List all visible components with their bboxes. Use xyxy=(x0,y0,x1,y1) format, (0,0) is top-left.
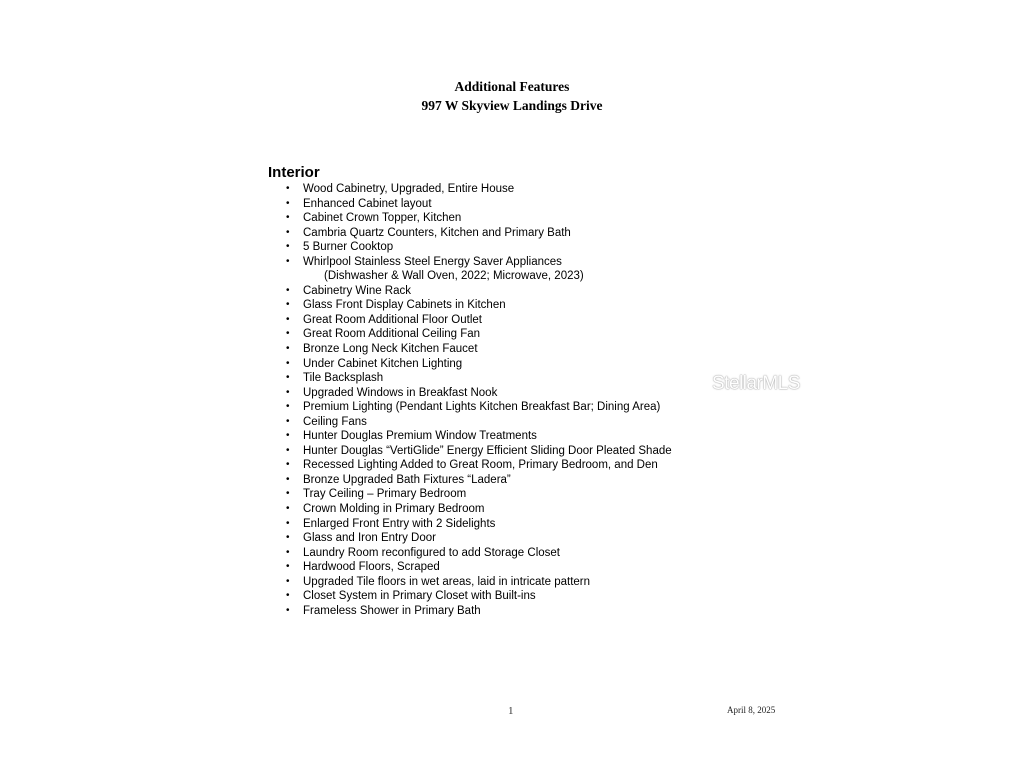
document-header xyxy=(0,78,1024,115)
feature-text: Premium Lighting (Pendant Lights Kitchen Breakfast Bar; Dining Area) xyxy=(303,401,661,414)
bullet-icon: • xyxy=(286,328,290,340)
feature-item xyxy=(0,589,672,604)
feature-item xyxy=(0,226,672,241)
feature-item xyxy=(0,487,672,502)
feature-text: Hardwood Floors, Scraped xyxy=(303,561,440,574)
bullet-icon: • xyxy=(286,357,290,369)
feature-item xyxy=(0,502,672,517)
feature-text: Upgraded Windows in Breakfast Nook xyxy=(303,386,498,399)
property-address: 997 W Skyview Landings Drive xyxy=(421,97,603,113)
feature-item xyxy=(0,284,672,299)
bullet-icon: • xyxy=(286,197,290,209)
section-heading-interior: Interior xyxy=(268,164,320,181)
bullet-icon: • xyxy=(286,473,290,485)
feature-text: Bronze Long Neck Kitchen Faucet xyxy=(303,343,478,356)
feature-text: 5 Burner Cooktop xyxy=(303,241,394,254)
feature-text: Recessed Lighting Added to Great Room, Primary Bedroom, and Den xyxy=(303,459,658,472)
bullet-icon: • xyxy=(286,226,290,238)
bullet-icon: • xyxy=(286,590,290,602)
bullet-icon: • xyxy=(286,415,290,427)
feature-text: Ceiling Fans xyxy=(303,415,367,428)
feature-item xyxy=(0,182,672,197)
feature-item xyxy=(0,386,672,401)
feature-text: Whirlpool Stainless Steel Energy Saver Appliances xyxy=(303,255,562,268)
bullet-icon: • xyxy=(286,386,290,398)
bullet-icon: • xyxy=(286,430,290,442)
bullet-icon: • xyxy=(286,372,290,384)
feature-text: Glass Front Display Cabinets in Kitchen xyxy=(303,299,506,312)
feature-list xyxy=(0,182,672,618)
feature-text: Cabinet Crown Topper, Kitchen xyxy=(303,212,462,225)
feature-text: Hunter Douglas “VertiGlide” Energy Efficient Sliding Door Pleated Shade xyxy=(303,444,672,457)
feature-item xyxy=(0,298,672,313)
feature-text: Tile Backsplash xyxy=(303,372,384,385)
feature-text: Wood Cabinetry, Upgraded, Entire House xyxy=(303,183,515,195)
bullet-icon: • xyxy=(286,561,290,573)
feature-item xyxy=(0,546,672,561)
bullet-icon: • xyxy=(286,284,290,296)
feature-item xyxy=(0,327,672,342)
bullet-icon: • xyxy=(286,313,290,325)
feature-item xyxy=(0,517,672,532)
feature-item xyxy=(0,458,672,473)
feature-item xyxy=(0,197,672,212)
feature-subtext: (Dishwasher & Wall Oven, 2022; Microwave, 2023) xyxy=(324,270,584,283)
bullet-icon: • xyxy=(286,459,290,471)
feature-text: Under Cabinet Kitchen Lighting xyxy=(303,357,463,370)
feature-text: Hunter Douglas Premium Window Treatments xyxy=(303,430,537,443)
feature-item xyxy=(0,415,672,430)
bullet-icon: • xyxy=(286,299,290,311)
feature-text: Cambria Quartz Counters, Kitchen and Primary Bath xyxy=(303,226,571,239)
feature-item xyxy=(0,255,672,284)
bullet-icon: • xyxy=(286,444,290,456)
feature-text: Upgraded Tile floors in wet areas, laid in intricate pattern xyxy=(303,575,591,588)
footer-date: April 8, 2025 xyxy=(727,705,776,715)
feature-item xyxy=(0,211,672,226)
bullet-icon: • xyxy=(286,488,290,500)
feature-item xyxy=(0,357,672,372)
feature-text: Crown Molding in Primary Bedroom xyxy=(303,503,485,516)
bullet-icon: • xyxy=(286,255,290,267)
feature-item xyxy=(0,560,672,575)
feature-item xyxy=(0,604,672,619)
feature-item xyxy=(0,575,672,590)
feature-item xyxy=(0,473,672,488)
stellarmls-watermark: StellarMLS xyxy=(712,373,800,394)
document-title: Additional Features xyxy=(454,79,570,94)
feature-text: Frameless Shower in Primary Bath xyxy=(303,604,481,617)
bullet-icon: • xyxy=(286,212,290,224)
feature-item xyxy=(0,531,672,546)
feature-text: Great Room Additional Floor Outlet xyxy=(303,313,482,326)
feature-text: Tray Ceiling – Primary Bedroom xyxy=(303,488,467,501)
bullet-icon: • xyxy=(286,183,290,194)
bullet-icon: • xyxy=(286,517,290,529)
feature-text: Enhanced Cabinet layout xyxy=(303,197,432,210)
feature-text: Laundry Room reconfigured to add Storage Closet xyxy=(303,546,560,559)
feature-item xyxy=(0,313,672,328)
bullet-icon: • xyxy=(286,503,290,515)
feature-text: Closet System in Primary Closet with Built-ins xyxy=(303,590,536,603)
feature-text: Cabinetry Wine Rack xyxy=(303,284,412,297)
feature-item xyxy=(0,429,672,444)
bullet-icon: • xyxy=(286,343,290,355)
bullet-icon: • xyxy=(286,575,290,587)
bullet-icon: • xyxy=(286,401,290,413)
feature-text: Glass and Iron Entry Door xyxy=(303,532,436,545)
feature-item xyxy=(0,240,672,255)
feature-item xyxy=(0,342,672,357)
feature-item xyxy=(0,444,672,459)
bullet-icon: • xyxy=(286,241,290,253)
page-number: 1 xyxy=(508,705,514,717)
bullet-icon: • xyxy=(286,546,290,558)
feature-item xyxy=(0,400,672,415)
feature-text: Bronze Upgraded Bath Fixtures “Ladera” xyxy=(303,473,511,486)
feature-text: Great Room Additional Ceiling Fan xyxy=(303,328,481,341)
feature-item xyxy=(0,371,672,386)
feature-text: Enlarged Front Entry with 2 Sidelights xyxy=(303,517,496,530)
bullet-icon: • xyxy=(286,604,290,616)
bullet-icon: • xyxy=(286,532,290,544)
